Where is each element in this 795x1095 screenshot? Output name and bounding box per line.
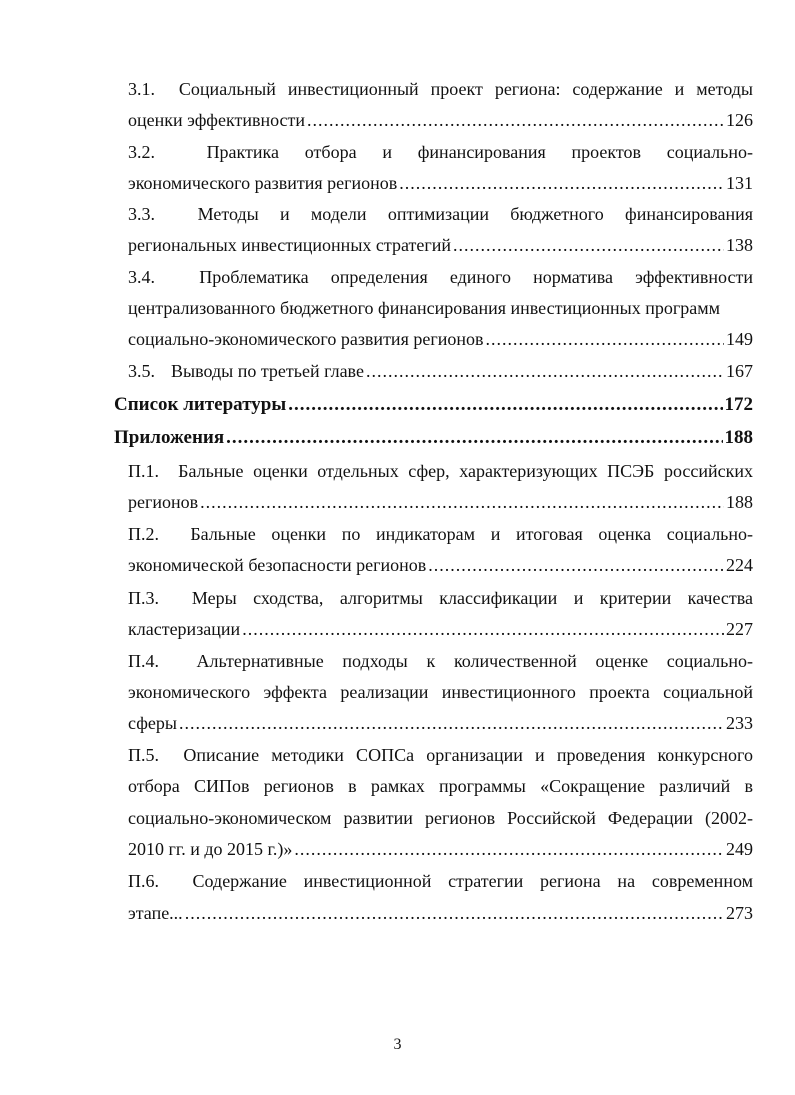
toc-3-3-line1	[128, 201, 753, 227]
toc-p4-number: П.4.	[128, 651, 159, 671]
toc-appendices-page: 188	[724, 427, 753, 448]
toc-3-4-title: Проблематика определения единого норматива эффективности	[199, 267, 753, 287]
toc-p2-line1	[128, 521, 753, 547]
toc-3-1-line1	[128, 76, 753, 102]
toc-p5-number: П.5.	[128, 745, 159, 765]
toc-p3-page: 227	[726, 619, 753, 639]
toc-3-5[interactable]	[128, 358, 753, 384]
toc-3-1-number: 3.1.	[128, 79, 155, 99]
dot-leader	[185, 900, 724, 926]
toc-p5-title-cont: отбора СИПов регионов в рамках программы «Сокращение различий в	[128, 776, 753, 796]
toc-p2-title: Бальные оценки по индикаторам и итоговая оценка социально-	[190, 524, 753, 544]
toc-p6-number: П.6.	[128, 871, 159, 891]
toc-3-4-line1	[128, 264, 753, 290]
toc-3-5-page: 167	[726, 361, 753, 381]
toc-p4-title-cont2: сферы	[128, 713, 177, 733]
toc-p5-title-cont3: 2010 гг. и до 2015 г.)»	[128, 839, 293, 859]
dot-leader	[366, 358, 724, 384]
toc-3-3-title-cont: региональных инвестиционных стратегий	[128, 235, 452, 255]
toc-p5-line4[interactable]	[128, 836, 753, 862]
toc-3-2-number: 3.2.	[128, 142, 155, 162]
toc-3-4-title-cont2: социально-экономического развития регионов	[128, 329, 484, 349]
dot-leader	[200, 489, 724, 515]
toc-p5-title: Описание методики СОПСа организации и проведения конкурсного	[183, 745, 753, 765]
toc-p4-title: Альтернативные подходы к количественной оценке социально-	[196, 651, 753, 671]
toc-3-4-page: 149	[726, 329, 753, 349]
toc-p2-number: П.2.	[128, 524, 159, 544]
toc-p6-title: Содержание инвестиционной стратегии региона на современном	[192, 871, 753, 891]
toc-literature[interactable]	[114, 392, 753, 418]
dot-leader	[179, 710, 724, 736]
toc-p5-page: 249	[726, 839, 753, 859]
toc-3-1-title-cont: оценки эффективности	[128, 110, 306, 130]
toc-3-2-line2[interactable]	[128, 170, 753, 196]
toc-literature-title: Список литературы	[114, 394, 287, 415]
toc-p6-title-cont: этапе...	[128, 903, 183, 923]
toc-p5-line3	[128, 805, 753, 831]
toc-3-1-page: 126	[726, 110, 753, 130]
toc-p4-line3[interactable]	[128, 710, 753, 736]
dot-leader	[485, 326, 724, 352]
toc-3-4-number: 3.4.	[128, 267, 155, 287]
toc-p6-page: 273	[726, 903, 753, 923]
toc-3-1-line2[interactable]	[128, 107, 753, 133]
toc-3-3-title: Методы и модели оптимизации бюджетного финансирования	[197, 204, 753, 224]
toc-p3-line2[interactable]	[128, 616, 753, 642]
toc-p4-line1	[128, 648, 753, 674]
toc-3-3-page: 138	[726, 235, 753, 255]
toc-p5-line2	[128, 773, 753, 799]
toc-p2-line2[interactable]	[128, 552, 753, 578]
toc-p1-line1	[128, 458, 753, 484]
dot-leader	[242, 616, 724, 642]
toc-p4-title-cont: экономического эффекта реализации инвестиционного проекта социальной	[128, 682, 753, 702]
toc-p6-line2[interactable]	[128, 900, 753, 926]
toc-3-3-number: 3.3.	[128, 204, 155, 224]
toc-3-2-page: 131	[726, 173, 753, 193]
toc-3-4-line2	[128, 295, 753, 321]
dot-leader	[307, 107, 724, 133]
dot-leader	[294, 836, 724, 862]
toc-p3-title: Меры сходства, алгоритмы классификации и критерии качества	[191, 588, 753, 608]
dot-leader	[399, 170, 724, 196]
toc-p1-line2[interactable]	[128, 489, 753, 515]
toc-3-3-line2[interactable]	[128, 232, 753, 258]
toc-3-5-title: Выводы по третьей главе	[171, 361, 364, 381]
toc-3-2-title: Практика отбора и финансирования проектов социально-	[206, 142, 753, 162]
toc-p5-line1	[128, 742, 753, 768]
toc-appendices[interactable]	[114, 425, 753, 451]
toc-p4-page: 233	[726, 713, 753, 733]
toc-p5-title-cont2: социально-экономическом развитии регионов Российской Федерации (2002-	[128, 808, 753, 828]
toc-p6-line1	[128, 868, 753, 894]
toc-appendices-title: Приложения	[114, 427, 225, 448]
toc-literature-page: 172	[724, 394, 753, 415]
toc-p1-page: 188	[726, 492, 753, 512]
toc-3-2-line1	[128, 139, 753, 165]
toc-3-2-title-cont: экономического развития регионов	[128, 173, 398, 193]
dot-leader	[226, 425, 722, 451]
dot-leader	[288, 392, 722, 418]
toc-3-4-title-cont: централизованного бюджетного финансирования инвестиционных программ	[128, 298, 720, 318]
toc-p4-line2	[128, 679, 753, 705]
toc-3-5-number: 3.5.	[128, 361, 155, 381]
toc-p3-number: П.3.	[128, 588, 159, 608]
toc-p1-number: П.1.	[128, 461, 159, 481]
toc-p2-title-cont: экономической безопасности регионов	[128, 555, 427, 575]
dot-leader	[428, 552, 724, 578]
toc-p3-line1	[128, 585, 753, 611]
toc-p1-title-cont: регионов	[128, 492, 199, 512]
toc-p2-page: 224	[726, 555, 753, 575]
page-number: 3	[393, 1036, 402, 1053]
toc-3-1-title: Социальный инвестиционный проект региона: содержание и методы	[178, 79, 753, 99]
toc-p1-title: Бальные оценки отдельных сфер, характеризующих ПСЭБ российских	[178, 461, 753, 481]
dot-leader	[453, 232, 724, 258]
toc-p3-title-cont: кластеризации	[128, 619, 241, 639]
toc-3-4-line3[interactable]	[128, 326, 753, 352]
